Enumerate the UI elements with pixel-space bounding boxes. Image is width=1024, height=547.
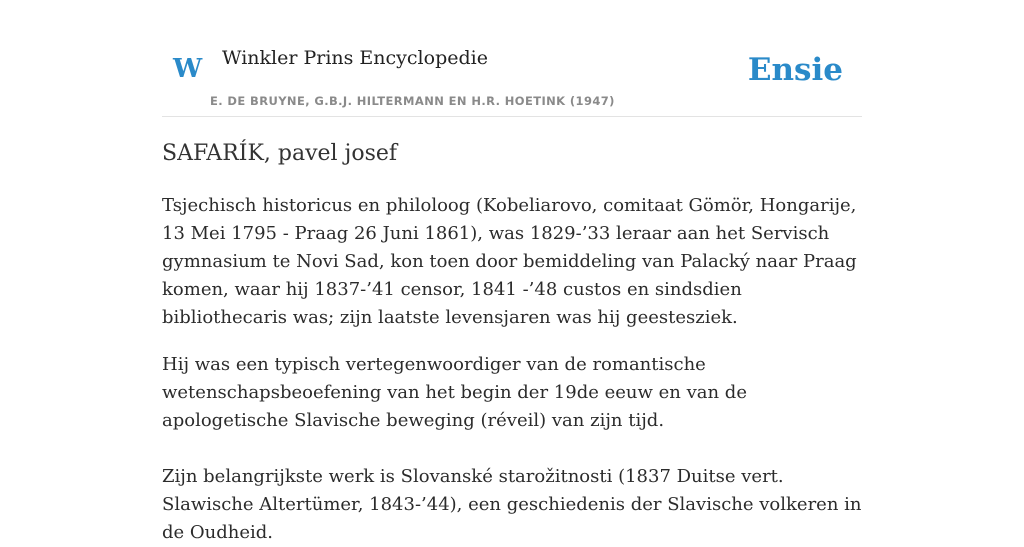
article-paragraph: Hij was een typisch vertegenwoordiger van de romantische wetenschapsbeoefening van het begin der 19de eeuw en van de apologetische Slavische beweging (réveil) van zijn tijd. bbox=[162, 354, 747, 431]
publication-title[interactable]: Winkler Prins Encyclopedie bbox=[222, 47, 488, 69]
article-paragraph: Zijn belangrijkste werk is Slovanské starožitnosti (1837 Duitse vert. Slawische Altertümer, 1843-’44), een geschiedenis der Slavische volkeren in de Oudheid. bbox=[162, 466, 862, 543]
article-paragraph: Tsjechisch historicus en philoloog (Kobeliarovo, comitaat Gömör, Hongarije, 13 Mei 1795 - Praag 26 Juni 1861), was 1829-’33 leraar aan het Servisch gymnasium te Novi Sad, kon toen door bemiddeling van Palacký naar Praag komen, waar hij 1837-’41 censor, 1841 -’48 custos en sindsdien bibliothecaris was; zijn laatste levensjaren was hij geestesziek. bbox=[162, 195, 857, 328]
publication-logo[interactable]: W bbox=[173, 54, 203, 84]
publication-authors: E. DE BRUYNE, G.B.J. HILTERMANN EN H.R. HOETINK (1947) bbox=[210, 94, 615, 108]
ensie-home-link[interactable]: Ensie bbox=[747, 52, 843, 88]
article-title: SAFARÍK, pavel josef bbox=[162, 141, 398, 166]
site-header bbox=[162, 0, 862, 117]
